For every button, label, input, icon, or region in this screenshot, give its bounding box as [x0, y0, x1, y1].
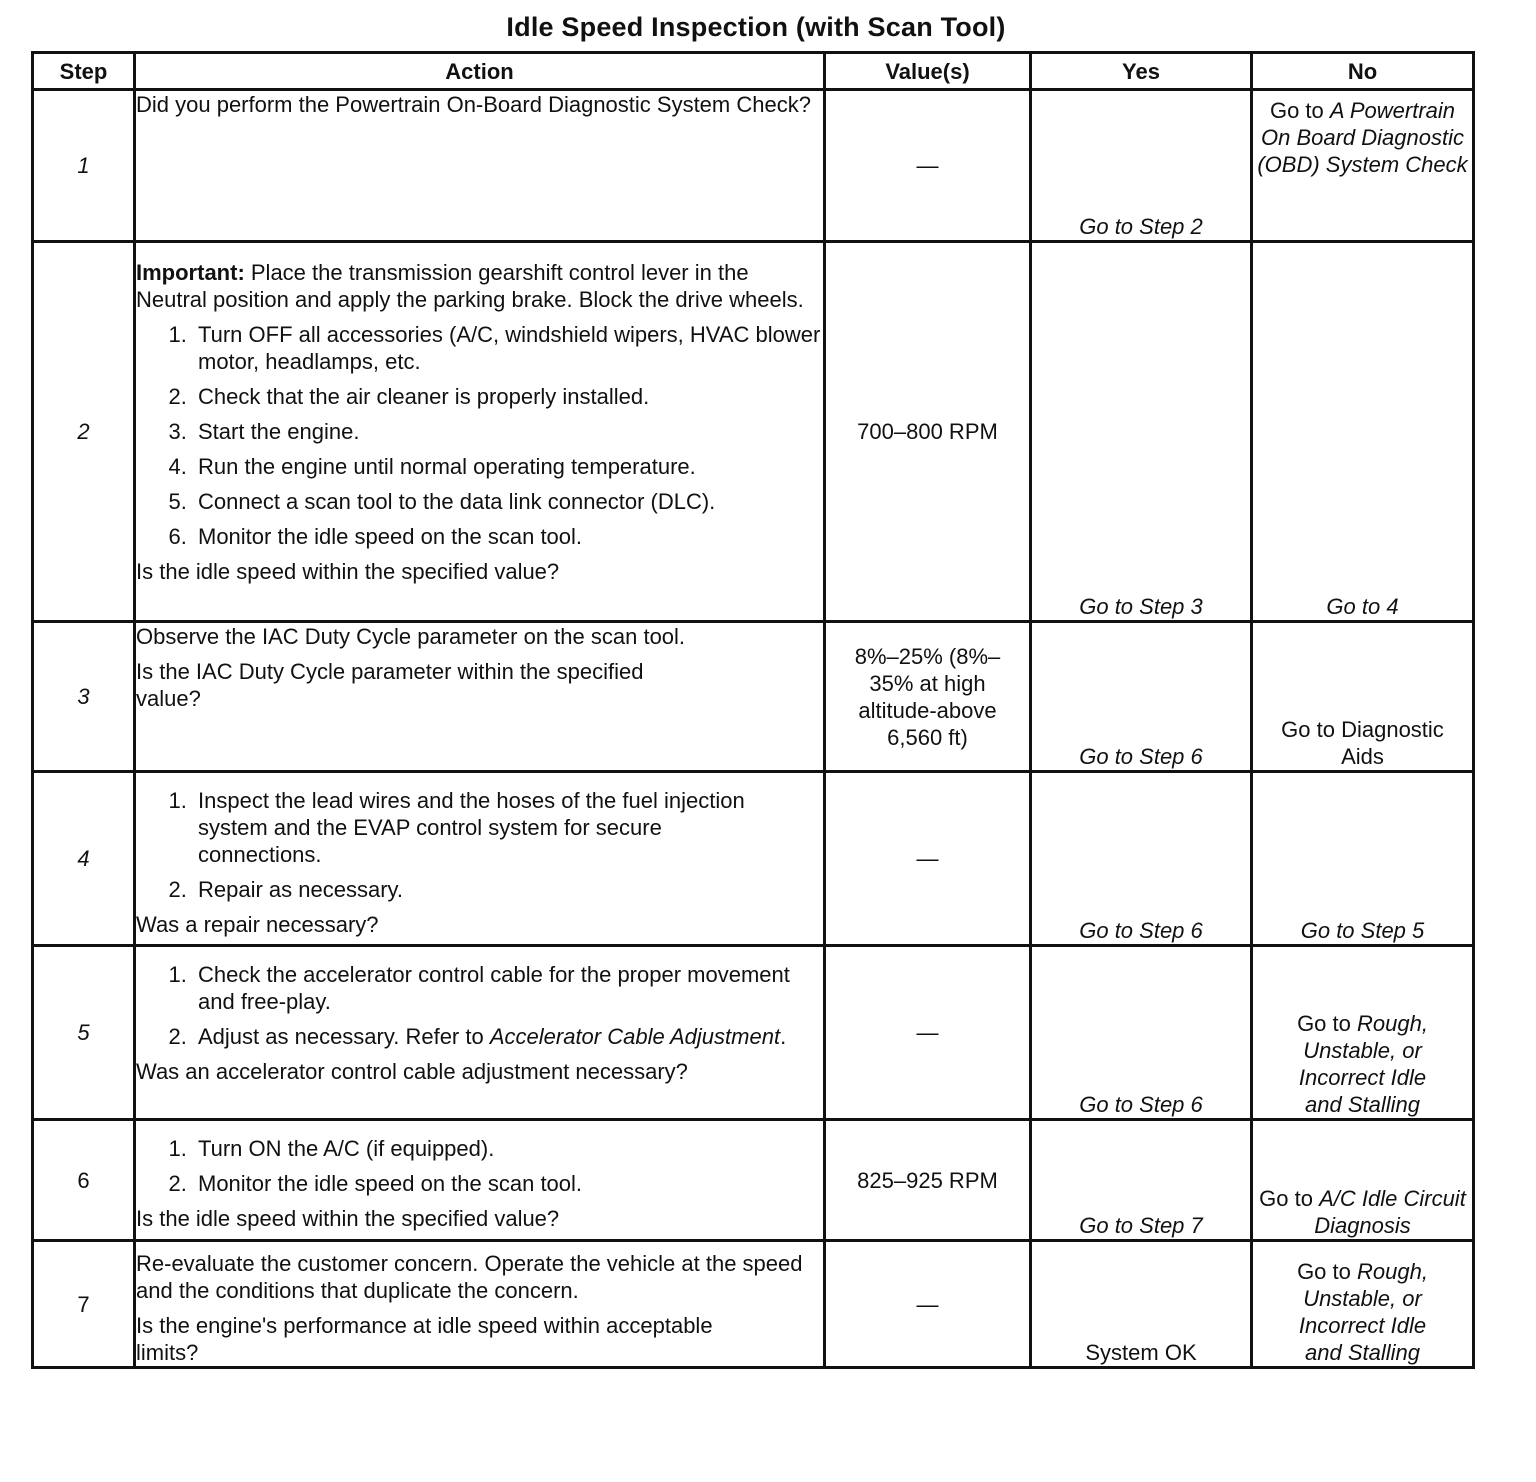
value-text: — [916, 846, 939, 871]
no-cell: Go to Diagnostic Aids [1252, 622, 1474, 772]
table-row [33, 946, 1474, 1120]
table-row [33, 772, 1474, 946]
important-note [136, 259, 823, 313]
list-item: 1. Inspect the lead wires and the hoses of the fuel injection system and the EVAP control system for secure connections. [193, 787, 773, 868]
action-text: Re-evaluate the customer concern. Operate the vehicle at the speed and the conditions that duplicate the concern. [136, 1251, 803, 1303]
table-row [33, 90, 1474, 242]
table-row [33, 1241, 1474, 1368]
header-values: Value(s) [825, 53, 1031, 90]
action-question: Is the idle speed within the specified value? [136, 559, 560, 584]
no-reference: Rough, Unstable, or Incorrect Idle and Stalling [1298, 1011, 1428, 1117]
list-item-text: Adjust as necessary. Refer to [198, 1024, 490, 1049]
action-text: Observe the IAC Duty Cycle parameter on the scan tool. [136, 624, 686, 649]
list-item: 5. Connect a scan tool to the data link connector (DLC). [193, 488, 823, 515]
no-prefix: Go to [1297, 1259, 1357, 1284]
no-prefix: Go to [1269, 98, 1330, 123]
value-text: — [916, 1291, 939, 1317]
no-cell [1252, 90, 1474, 242]
value-cell [825, 946, 1031, 1120]
step-number: 4 [33, 772, 135, 946]
no-cell: Go to 4 [1252, 242, 1474, 622]
step-number: 5 [33, 946, 135, 1120]
list-item: 2. Monitor the idle speed on the scan tool. [193, 1170, 823, 1197]
value-cell: 8%–25% (8%–35% at high altitude-above 6,560 ft) [825, 622, 1031, 772]
list-item: 1. Turn OFF all accessories (A/C, windshield wipers, HVAC blower motor, headlamps, etc. [193, 321, 823, 375]
list-item: 6. Monitor the idle speed on the scan tool. [193, 523, 823, 550]
action-cell [135, 772, 825, 946]
table-header-row [33, 53, 1474, 90]
list-item: 1. Check the accelerator control cable for the proper movement and free-play. [193, 961, 793, 1015]
list-item [193, 1023, 793, 1050]
yes-cell: Go to Step 6 [1031, 772, 1252, 946]
yes-cell: Go to Step 7 [1031, 1120, 1252, 1241]
action-cell [135, 946, 825, 1120]
action-question: Is the engine's performance at idle speed within acceptable limits? [136, 1313, 713, 1365]
procedure-list [136, 1135, 823, 1197]
list-item: 1. Turn ON the A/C (if equipped). [193, 1135, 823, 1162]
yes-cell: Go to Step 3 [1031, 242, 1252, 622]
step-number: 2 [33, 242, 135, 622]
value-text: — [916, 1020, 939, 1045]
procedure-reference: Accelerator Cable Adjustment [489, 1024, 781, 1049]
action-question: Is the IAC Duty Cycle parameter within the specified value? [136, 659, 644, 711]
yes-cell: Go to Step 6 [1031, 622, 1252, 772]
list-item: 2. Repair as necessary. [193, 876, 773, 903]
yes-cell: System OK [1031, 1241, 1252, 1368]
action-cell [135, 90, 825, 242]
header-no: No [1252, 53, 1474, 90]
value-text: — [916, 153, 939, 178]
list-item: 4. Run the engine until normal operating temperature. [193, 453, 823, 480]
list-item: 2. Check that the air cleaner is properly installed. [193, 383, 823, 410]
step-number: 7 [33, 1241, 135, 1368]
no-cell: Go to Step 5 [1252, 772, 1474, 946]
step-number: 1 [33, 90, 135, 242]
action-cell [135, 1120, 825, 1241]
yes-cell: Go to Step 2 [1031, 90, 1252, 242]
action-cell [135, 1241, 825, 1368]
action-cell [135, 622, 825, 772]
action-cell [135, 242, 825, 622]
diagnostic-table [31, 51, 1475, 1369]
table-row [33, 242, 1474, 622]
list-item-end: . [780, 1024, 787, 1049]
no-prefix: Go to [1259, 1186, 1320, 1211]
no-cell [1252, 1241, 1474, 1368]
yes-cell: Go to Step 6 [1031, 946, 1252, 1120]
step-number: 6 [33, 1120, 135, 1241]
value-cell [825, 90, 1031, 242]
value-cell: 700–800 RPM [825, 242, 1031, 622]
procedure-list [136, 321, 823, 550]
no-prefix: Go to [1297, 1011, 1357, 1036]
action-question: Was a repair necessary? [136, 912, 379, 937]
no-cell [1252, 1120, 1474, 1241]
no-reference: Rough, Unstable, or Incorrect Idle and Stalling [1298, 1259, 1428, 1365]
no-reference: A Powertrain On Board Diagnostic (OBD) System Check [1257, 98, 1468, 177]
list-item: 3. Start the engine. [193, 418, 823, 445]
value-cell: 825–925 RPM [825, 1120, 1031, 1241]
action-question: Is the idle speed within the specified value? [136, 1206, 560, 1231]
header-action: Action [135, 53, 825, 90]
action-question: Was an accelerator control cable adjustment necessary? [136, 1059, 688, 1084]
step-number: 3 [33, 622, 135, 772]
header-step: Step [33, 53, 135, 90]
important-text: Place the transmission gearshift control lever in the Neutral position and apply the parking brake. Block the drive wheels. [136, 260, 804, 312]
header-yes: Yes [1031, 53, 1252, 90]
value-cell [825, 1241, 1031, 1368]
important-label: Important: [136, 260, 245, 285]
value-cell [825, 772, 1031, 946]
action-text: Did you perform the Powertrain On-Board Diagnostic System Check? [136, 92, 811, 117]
procedure-list [136, 787, 823, 903]
page-title: Idle Speed Inspection (with Scan Tool) [506, 12, 1006, 42]
procedure-list [136, 961, 823, 1050]
no-reference: A/C Idle Circuit Diagnosis [1314, 1186, 1466, 1238]
no-cell [1252, 946, 1474, 1120]
table-row [33, 1120, 1474, 1241]
table-row [33, 622, 1474, 772]
